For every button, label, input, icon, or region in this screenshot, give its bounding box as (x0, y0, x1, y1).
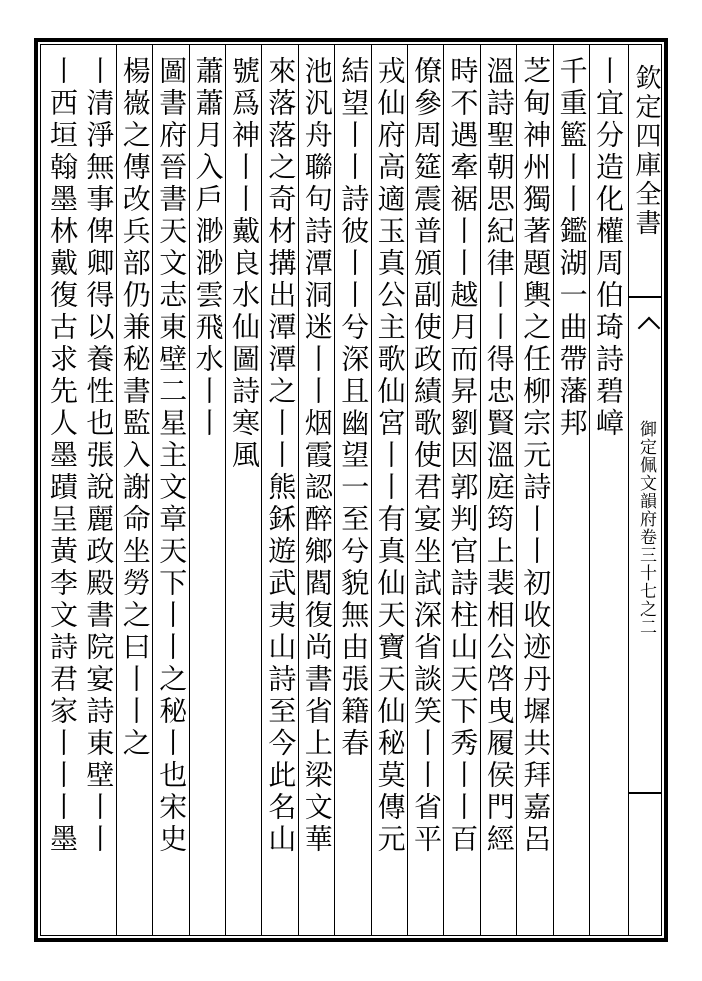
text-column-2: 千重籃丨丨鑑湖一曲帶藩邦 (555, 56, 589, 440)
text-column-14: 楊嶶之傳改兵部仍兼秘書監入謝命坐勞之曰丨丨之 (118, 56, 152, 760)
chapter-label: 御定佩文韻府卷三十七之二 (636, 420, 656, 636)
text-column-1: 丨宜分造化權周伯琦詩碧嶂 (592, 56, 625, 440)
text-column-16: 丨西垣翰墨林戴復古求先人墨蹟呈黃李文詩君家丨丨丨墨 (46, 56, 79, 856)
text-column-11: 號爲神丨丨戴良水仙圖詩寒風 (228, 56, 261, 472)
text-column-5: 時不遇牽裾丨丨越月而昇劉因郭判官詩柱山天下秀丨丨百 (446, 56, 480, 856)
text-column-9: 池汎舟聯句詩潭洞迷丨丨烟霞認醉鄉閻復尚書省上梁文華 (300, 56, 334, 856)
text-column-12: 蕭蕭月入戶渺渺雲飛水丨丨 (191, 56, 225, 440)
text-column-8: 結望丨丨詩彼丨丨兮深且幽望一至兮貌無由張籍春 (337, 56, 371, 760)
text-column-15: 丨清淨無事俾卿得以養性也張說麗政殿書院宴詩東壁丨丨 (82, 56, 116, 856)
text-column-4: 溫詩聖朝思紀律丨丨得忠賢溫庭筠上裴相公啓曳履侯門經 (482, 56, 516, 856)
text-column-13: 圖書府晉書天文志東壁二星主文章天下丨丨之秘丨也宋史 (155, 56, 189, 856)
text-column-7: 戎仙府高適玉真公主歌仙宮丨丨有真仙天寶天仙秘莫傳元 (373, 56, 407, 856)
text-column-6: 僚參周筵震普頒副使政績歌使君宴坐試深省談笑丨丨省平 (410, 56, 443, 856)
text-column-10: 來落落之奇材搆出潭潭之丨丨熊鉌遊武夷山詩至今此名山 (264, 56, 298, 856)
strip-divider-bottom (629, 792, 661, 794)
text-column-3: 芝甸神州獨著題輿之任柳宗元詩丨丨初收迹丹墀共拜嘉呂 (519, 56, 553, 856)
book-title: 欽定四庫全書 (631, 64, 661, 238)
strip-divider-top (629, 296, 661, 298)
